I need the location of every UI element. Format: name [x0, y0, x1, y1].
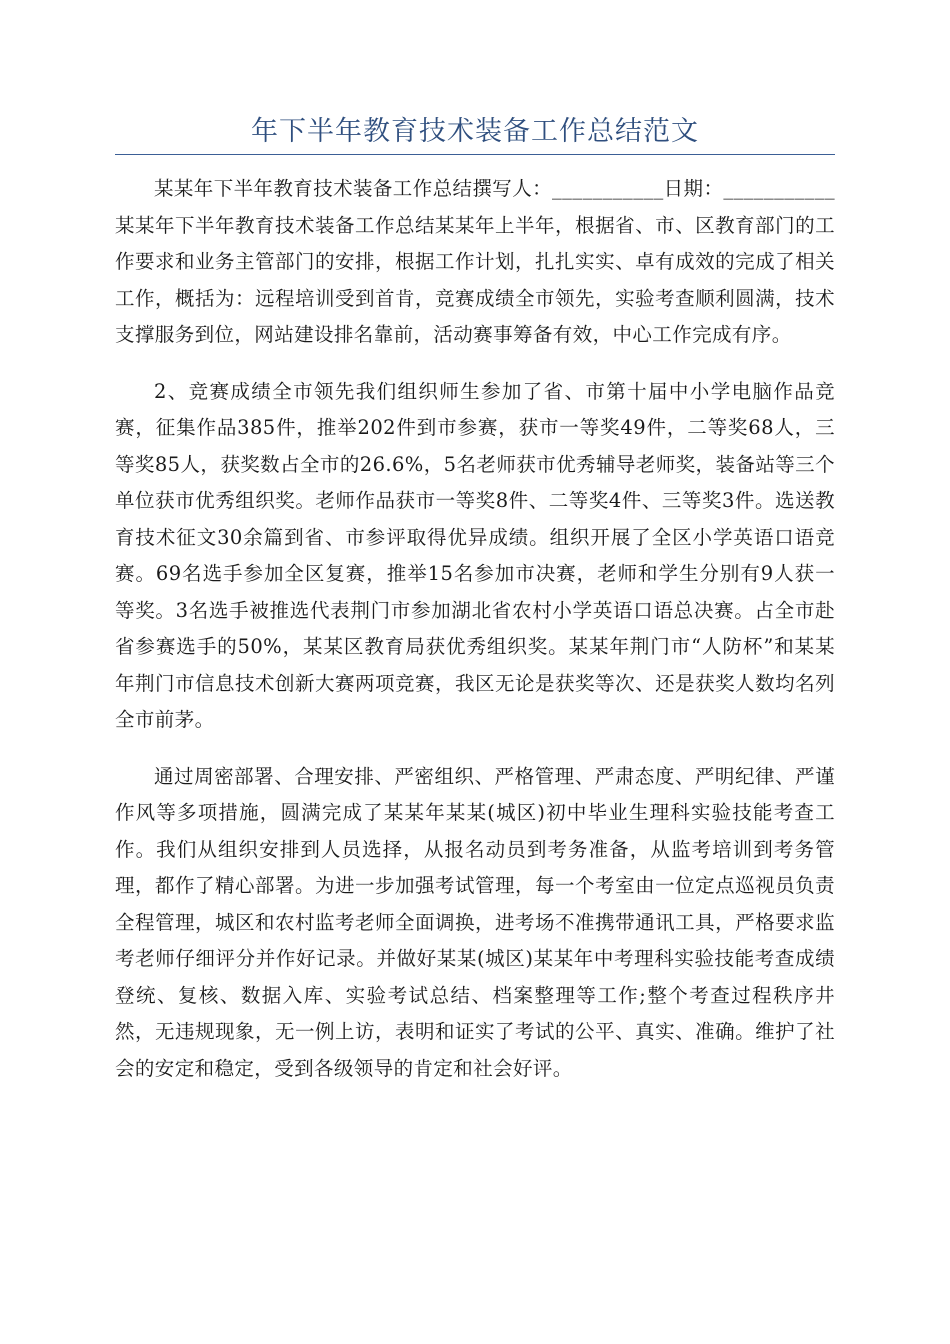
paragraph-intro: 某某年下半年教育技术装备工作总结撰写人：___________日期：___________某某年下半年教育技术装备工作总结某某年上半年，根据省、市、区教育部门的工作要求和业务主管部门的安排，根据工作计划，扎扎实实、卓有成效的完成了相关工作，概括为：远程培训受到首肯，竞赛成绩全市领先，实验考查顺利圆满，技术支撑服务到位，网站建设排名靠前，活动赛事筹备有效，中心工作完成有序。 [115, 177, 836, 346]
title-divider [115, 154, 835, 155]
paragraph-competition: 2、竞赛成绩全市领先我们组织师生参加了省、市第十届中小学电脑作品竞赛，征集作品385件，推举202件到市参赛，获市一等奖49件，二等奖68人，三等奖85人，获奖数占全市的26.6%，5名老师获市优秀辅导老师奖，装备站等三个单位获市优秀组织奖。老师作品获市一等奖8件、二等奖4件、三等奖3件。选送教育技术征文30余篇到省、市参评取得优异成绩。组织开展了全区小学英语口语竞赛。69名选手参加全区复赛，推举15名参加市决赛，老师和学生分别有9人获一等奖。3名选手被推选代表荆门市参加湖北省农村小学英语口语总决赛。占全市赴省参赛选手的50%，某某区教育局获优秀组织奖。某某年荆门市“人防杯”和某某年荆门市信息技术创新大赛两项竞赛，我区无论是获奖等次、还是获奖人数均名列全市前茅。 [115, 379, 835, 731]
document-title: 年下半年教育技术装备工作总结范文 [251, 116, 699, 147]
document-body [115, 171, 835, 1087]
paragraph-exam: 通过周密部署、合理安排、严密组织、严格管理、严肃态度、严明纪律、严谨作风等多项措施，圆满完成了某某年某某(城区)初中毕业生理科实验技能考查工作。我们从组织安排到人员选择，从报名动员到考务准备，从监考培训到考务管理，都作了精心部署。为进一步加强考试管理，每一个考室由一位定点巡视员负责全程管理，城区和农村监考老师全面调换，进考场不准携带通讯工具，严格要求监考老师仔细评分并作好记录。并做好某某(城区)某某年中考理科实验技能考查成绩登统、复核、数据入库、实验考试总结、档案整理等工作;整个考查过程秩序井然，无违规现象，无一例上访，表明和证实了考试的公平、真实、准确。维护了社会的安定和稳定，受到各级领导的肯定和社会好评。 [115, 764, 835, 1080]
